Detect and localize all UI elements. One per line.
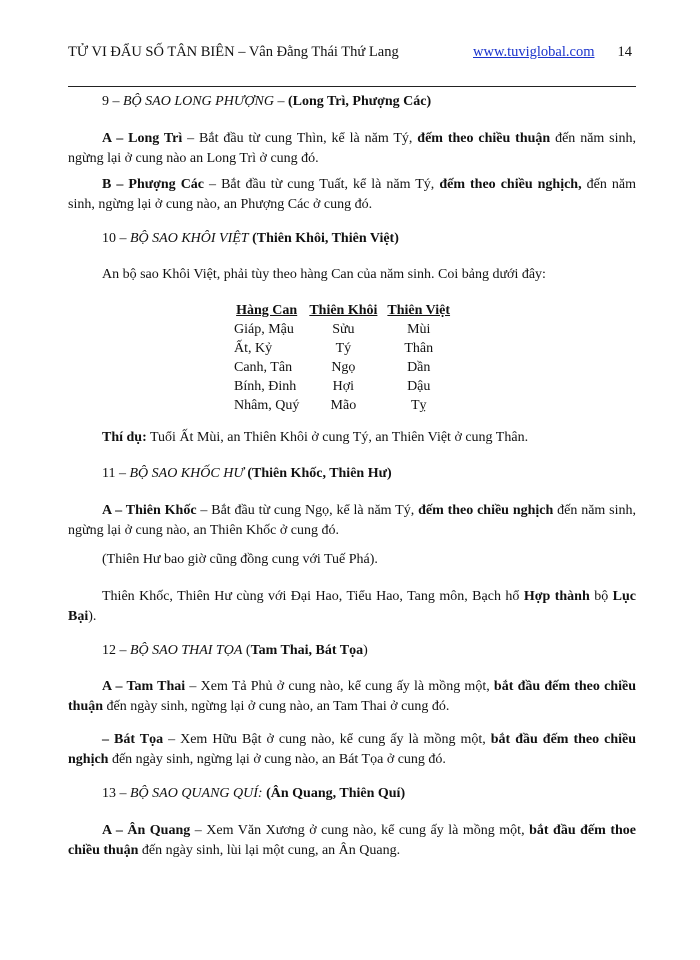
section-subtitle: (Thiên Khôi, Thiên Việt) <box>252 231 399 246</box>
text: đến năm sinh, ngừng lại ở cung nào, an Phượng Các ở cung đó. <box>68 177 636 212</box>
table-cell: Nhâm, Quý <box>234 398 300 413</box>
emphasis: đếm theo chiều nghịch <box>418 503 554 518</box>
column-header: Hàng Can <box>236 303 298 318</box>
table-row <box>229 339 455 358</box>
emphasis: bắt đầu đếm theo chiều nghịch <box>68 732 636 767</box>
separator: ) <box>363 643 368 658</box>
table-cell: Sửu <box>332 322 355 337</box>
paragraph-luc-bai <box>68 587 636 627</box>
table-row <box>229 358 455 377</box>
table-cell: Hợi <box>332 379 355 394</box>
section-subtitle: Tam Thai, Bát Tọa <box>250 643 364 658</box>
term-label: A – Thiên Khốc <box>102 503 197 518</box>
section-number: 11 – <box>102 466 130 481</box>
page-header <box>68 44 636 66</box>
section-heading-10 <box>68 229 670 249</box>
paragraph-long-tri <box>68 129 636 169</box>
term-label: – Bát Tọa <box>102 732 164 747</box>
table-header-row <box>229 301 455 320</box>
section-subtitle: (Thiên Khốc, Thiên Hư) <box>247 466 392 481</box>
table-cell: Thân <box>404 341 434 356</box>
paragraph-bat-toa <box>68 730 636 770</box>
table-row <box>229 396 455 415</box>
section-subtitle: (Long Trì, Phượng Các) <box>287 94 432 109</box>
emphasis: đếm theo chiều nghịch, <box>439 177 582 192</box>
paragraph-an-quang <box>68 821 636 861</box>
separator: ( <box>242 643 251 658</box>
page-number: 14 <box>617 44 632 60</box>
table-cell: Dần <box>407 360 431 375</box>
text: Tuổi Ất Mùi, an Thiên Khôi ở cung Tý, an Thiên Việt ở cung Thân. <box>146 430 529 445</box>
text: đến ngày sinh, ngừng lại ở cung nào, an Bát Tọa ở cung đó. <box>108 752 446 767</box>
table-cell: Canh, Tân <box>234 360 293 375</box>
table-row <box>229 320 455 339</box>
paragraph-example <box>68 428 670 448</box>
khoi-viet-table <box>229 301 455 415</box>
term-label: B – Phượng Các <box>102 177 205 192</box>
text: (Thiên Hư bao giờ cũng đồng cung với Tuế Phá). <box>102 552 378 567</box>
emphasis: Lục Bại <box>68 589 636 624</box>
text: An bộ sao Khôi Việt, phải tùy theo hàng Can của năm sinh. Coi bảng dưới đây: <box>102 267 546 282</box>
paragraph-thien-hu-note <box>68 550 670 570</box>
table-cell: Dậu <box>407 379 431 394</box>
table-row <box>229 377 455 396</box>
section-title: BỘ SAO LONG PHƯỢNG <box>123 94 274 109</box>
section-heading-11 <box>68 464 670 484</box>
section-title: BỘ SAO KHỐC HƯ <box>129 466 244 481</box>
paragraph-khoi-viet-intro <box>68 265 670 285</box>
header-divider <box>68 86 636 87</box>
document-title: TỬ VI ĐẨU SỐ TÂN BIÊN – Vân Đằng Thái Thứ Lang <box>68 44 399 60</box>
section-number: 13 – <box>102 786 130 801</box>
example-label: Thí dụ: <box>102 430 147 445</box>
term-label: A – Long Trì <box>102 131 183 146</box>
section-heading-9 <box>68 92 670 112</box>
table-cell: Ngọ <box>331 360 356 375</box>
paragraph-thien-khoc <box>68 501 636 541</box>
text: – Xem Hữu Bật ở cung nào, kể cung ấy là mồng một, <box>163 732 491 747</box>
section-heading-13 <box>68 784 670 804</box>
section-number: 9 – <box>102 94 123 109</box>
table-cell: Giáp, Mậu <box>234 322 294 337</box>
table-cell: Tỵ <box>410 398 427 413</box>
emphasis: Hợp thành <box>523 589 590 604</box>
text: đến ngày sinh, lùi lại một cung, an Ân Quang. <box>138 843 401 858</box>
section-number: 10 – <box>102 231 130 246</box>
separator: – <box>273 94 288 109</box>
column-header: Thiên Việt <box>387 303 451 318</box>
section-title: BỘ SAO QUANG QUÍ: <box>130 786 263 801</box>
text: – Xem Văn Xương ở cung nào, kể cung ấy là mồng một, <box>190 823 530 838</box>
emphasis: đếm theo chiều thuận <box>417 131 551 146</box>
paragraph-phuong-cac <box>68 175 636 215</box>
term-label: A – Ân Quang <box>102 823 191 838</box>
term-label: A – Tam Thai <box>102 679 186 694</box>
table-cell: Mão <box>330 398 357 413</box>
table-cell: Bính, Đinh <box>234 379 297 394</box>
text: bộ <box>589 589 613 604</box>
text: – Bắt đầu từ cung Ngọ, kể là năm Tý, <box>196 503 419 518</box>
text: đến năm sinh, ngừng lại ở cung nào, an Thiên Khốc ở cung đó. <box>68 503 636 538</box>
table-cell: Tý <box>335 341 352 356</box>
section-title: BỘ SAO THAI TỌA <box>130 643 243 658</box>
text: đến ngày sinh, ngừng lại ở cung nào, an Tam Thai ở cung đó. <box>103 699 450 714</box>
text: ). <box>88 609 97 624</box>
section-title: BỘ SAO KHÔI VIỆT <box>130 231 249 246</box>
website-link[interactable]: www.tuviglobal.com <box>473 44 595 60</box>
paragraph-tam-thai <box>68 677 636 717</box>
text: – Xem Tả Phủ ở cung nào, kể cung ấy là mồng một, <box>185 679 494 694</box>
emphasis: bắt đầu đếm thoe chiều thuận <box>68 823 636 858</box>
text: – Bắt đầu từ cung Tuất, kể là năm Tý, <box>204 177 440 192</box>
column-header: Thiên Khôi <box>309 303 378 318</box>
table-cell: Ất, Kỷ <box>234 341 273 356</box>
text: – Bắt đầu từ cung Thìn, kể là năm Tý, <box>182 131 418 146</box>
section-subtitle: (Ân Quang, Thiên Quí) <box>266 786 406 801</box>
emphasis: bắt đầu đếm theo chiều thuận <box>68 679 637 714</box>
text: đến năm sinh, ngừng lại ở cung nào an Long Trì ở cung đó. <box>68 131 637 166</box>
text: Thiên Khốc, Thiên Hư cùng với Đại Hao, Tiểu Hao, Tang môn, Bạch hổ <box>102 589 524 604</box>
section-heading-12 <box>68 641 670 661</box>
section-number: 12 – <box>102 643 130 658</box>
table-cell: Mùi <box>407 322 431 337</box>
